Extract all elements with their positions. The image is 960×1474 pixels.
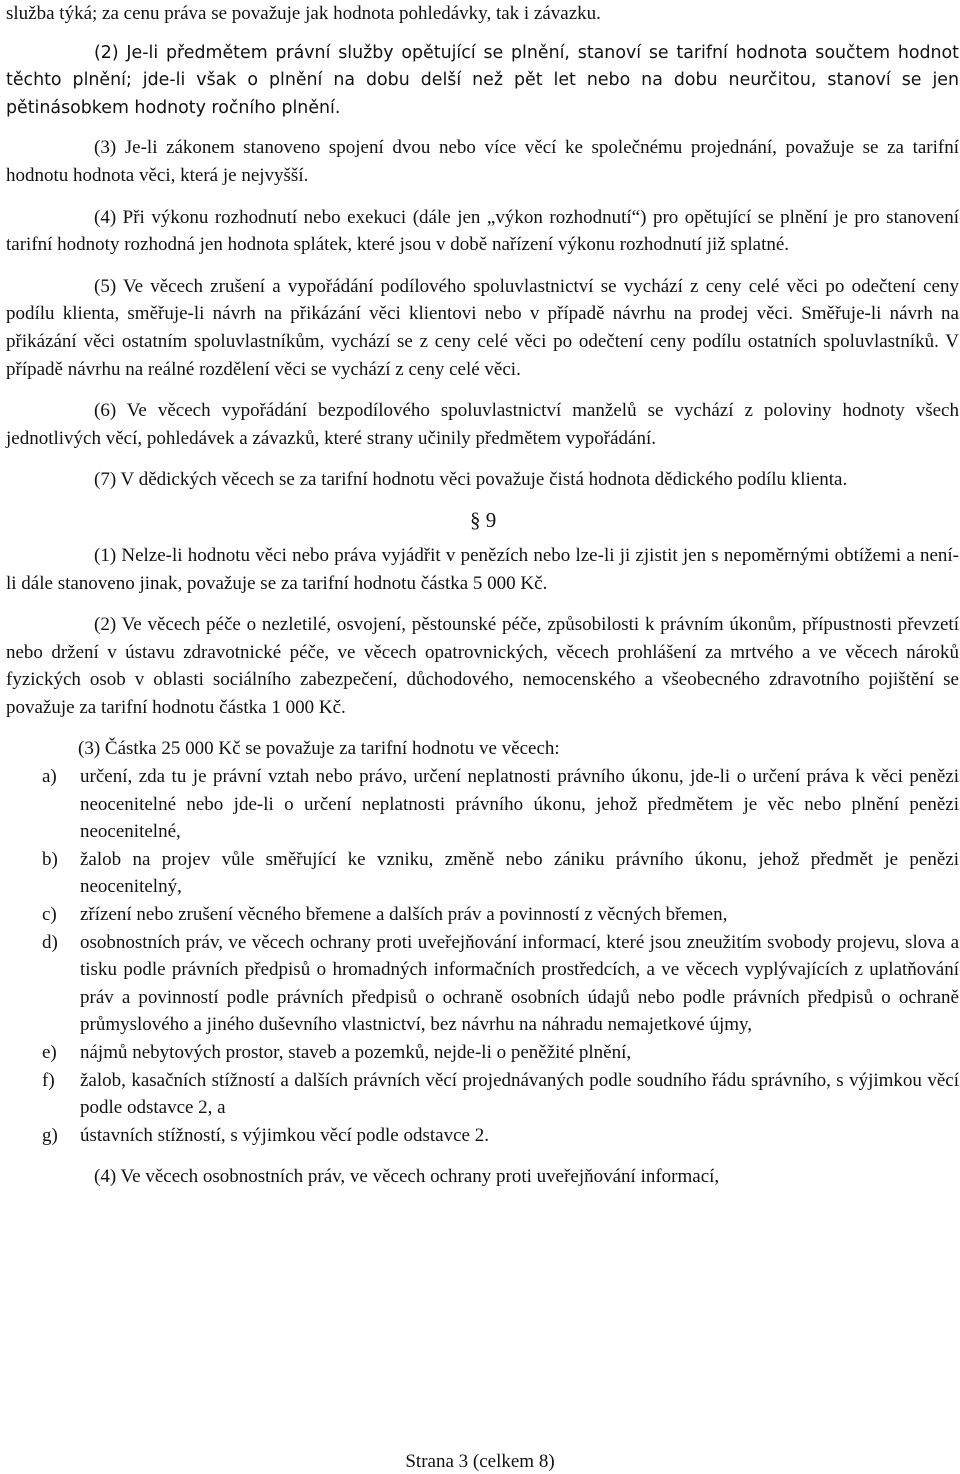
paragraph-3: (3) Je-li zákonem stanoveno spojení dvou nebo více věcí ke společnému projednání, považuje se za tarifní hodnotu hodnota věci, která je nejvyšší.	[6, 137, 959, 186]
list-item-text: nájmů nebytových prostor, staveb a pozemků, nejde-li o peněžité plnění,	[80, 1042, 632, 1063]
list-item-marker: g)	[42, 1124, 58, 1146]
paragraph-6: (6) Ve věcech vypořádání bezpodílového spoluvlastnictví manželů se vychází z poloviny hodnoty všech jednotlivých věcí, pohledávek a závazků, které strany učinily předmětem vypořádání.	[6, 400, 959, 449]
list-item-marker: b)	[42, 848, 58, 870]
list-item-text: žalob, kasačních stížností a dalších právních věcí projednávaných podle soudního řádu správního, s výjimkou věcí podle odstavce 2, a	[80, 1069, 959, 1119]
paragraph-7: (7) V dědických věcech se za tarifní hodnotu věci považuje čistá hodnota dědického podílu klienta.	[94, 469, 848, 491]
section9-paragraph-1: (1) Nelze-li hodnotu věci nebo práva vyjádřit v penězích nebo lze-li ji zjistit jen s nepoměrnými obtížemi a není-li dále stanoveno jinak, považuje se za tarifní hodnotu částka 5 000 Kč.	[6, 544, 959, 594]
list-item-text: osobnostních práv, ve věcech ochrany proti uveřejňování informací, které jsou zneužitím svobody projevu, slova a tisku podle právních předpisů o hromadných informačních prostředcích, a ve věcech vyplývajících z uplatňování práv a povinností podle právních předpisů o ochraně osobních údajů nebo podle právních předpisů o ochraně průmyslového a jiného duševního vlastnictví, bez návrhu na náhradu nemajetkové újmy,	[80, 931, 959, 1036]
list-item	[6, 929, 959, 1039]
list-item	[6, 763, 959, 846]
paragraph-2: (2) Je-li předmětem právní služby opětující se plnění, stanoví se tarifní hodnota součtem hodnot těchto plnění; jde-li však o plnění na dobu delší než pět let nebo na dobu neurčitou, stanoví se jen pětinásobkem hodnoty ročního plnění.	[6, 42, 959, 118]
list-item	[6, 1122, 959, 1150]
document-page	[6, 0, 959, 1191]
section9-paragraph-3-intro: (3) Částka 25 000 Kč se považuje za tarifní hodnotu ve věcech:	[78, 738, 560, 760]
list-item	[6, 846, 959, 901]
list-item-text: zřízení nebo zrušení věcného břemene a dalších práv a povinností z věcných břemen,	[80, 904, 728, 926]
section9-paragraph-2: (2) Ve věcech péče o nezletilé, osvojení, pěstounské péče, způsobilosti k právním úkonům, přípustnosti převzetí nebo držení v ústavu zdravotnické péče, ve věcech opatrovnických, věcech prohlášení za mrtvého a ve věcech nároků fyzických osob v oblasti sociálního zabezpečení, důchodového, nemocenského a všeobecného zdravotního pojištění se považuje za tarifní hodnotu částka 1 000 Kč.	[6, 614, 959, 718]
page-footer: Strana 3 (celkem 8)	[405, 1451, 555, 1472]
list-item-text: žalob na projev vůle směřující ke vzniku, změně nebo zániku právního úkonu, jehož předmět je penězi neocenitelný,	[80, 848, 959, 898]
continuation-line: služba týká; za cenu práva se považuje jak hodnota pohledávky, tak i závazku.	[6, 3, 601, 24]
list-item-text: určení, zda tu je právní vztah nebo právo, určení neplatnosti právního úkonu, jde-li o určení práva k věci penězi neocenitelné nebo jde-li o určení neplatnosti právního úkonu, jehož předmětem je věc nebo plnění penězi neocenitelné,	[80, 766, 959, 843]
list-item-marker: e)	[42, 1042, 57, 1063]
list-item-marker: d)	[42, 931, 58, 953]
list-item	[6, 1039, 959, 1067]
section9-paragraph-4-start: (4) Ve věcech osobnostních práv, ve věcech ochrany proti uveřejňování informací,	[94, 1166, 720, 1188]
list-item-marker: a)	[42, 766, 57, 788]
section-heading: § 9	[470, 507, 497, 532]
list-item-marker: f)	[42, 1069, 55, 1091]
list-item-text: ústavních stížností, s výjimkou věcí podle odstavce 2.	[80, 1124, 489, 1146]
list-item	[6, 1067, 959, 1122]
list-item	[6, 901, 959, 929]
paragraph-5: (5) Ve věcech zrušení a vypořádání podílového spoluvlastnictví se vychází z ceny celé věci po odečtení ceny podílu klienta, směřuje-li návrh na přikázání věci klientovi nebo v případě návrhu na prodej věci. Směřuje-li návrh na přikázání věci ostatním spoluvlastníkům, vychází se z ceny celé věci po odečtení ceny podílu ostatních spoluvlastníků. V případě návrhu na reálné rozdělení věci se vychází z ceny celé věci.	[6, 275, 959, 380]
list-item-marker: c)	[42, 904, 57, 926]
section9-item-list	[6, 763, 959, 1149]
paragraph-4: (4) Při výkonu rozhodnutí nebo exekuci (dále jen „výkon rozhodnutí“) pro opětující se plnění je pro stanovení tarifní hodnoty rozhodná jen hodnota splátek, které jsou v době nařízení výkonu rozhodnutí již splatné.	[6, 206, 959, 256]
